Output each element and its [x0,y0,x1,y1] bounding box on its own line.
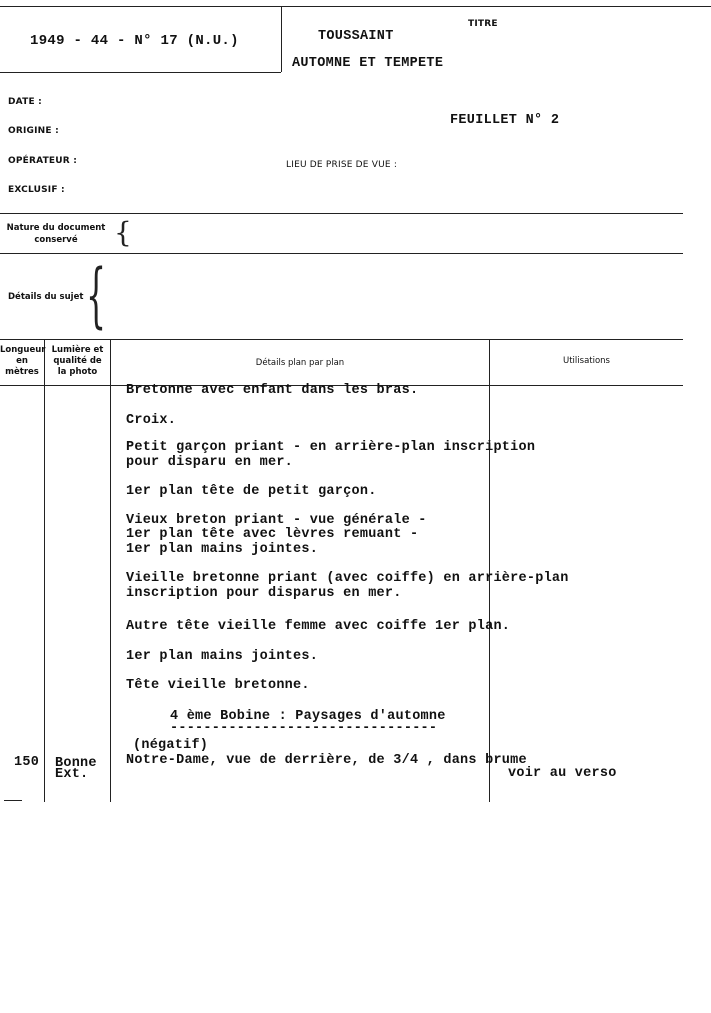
verso-note: voir au verso [508,766,617,781]
quality-value-1: Bonne [55,756,97,771]
bottom-tick [4,800,22,801]
header-longueur-2: en [16,356,28,366]
shot-line: Vieille bretonne priant (avec coiffe) en arrière-plan [126,571,569,586]
col-divider-2 [110,340,111,802]
nature-label-line-2: conservé [34,235,78,245]
last-detail-line: Notre-Dame, vue de derrière, de 3/4 , dans brume [126,753,527,768]
titre-label: TITRE [468,19,498,29]
quality-value-2: Ext. [55,767,89,782]
shot-line: Croix. [126,413,177,428]
title-line-1: TOUSSAINT [318,29,394,44]
section-line-3 [0,339,683,340]
header-lumiere-2: qualité de [53,356,102,366]
shot-line: 1er plan mains jointes. [126,542,319,557]
nature-label [6,222,106,246]
section-line-1 [0,213,683,214]
shot-line: Petit garçon priant - en arrière-plan inscription [126,440,536,455]
bobine-underline: -------------------------------- [170,721,438,736]
shot-line: inscription pour disparus en mer. [126,586,402,601]
shot-line: 1er plan tête de petit garçon. [126,484,377,499]
top-border [0,6,711,7]
nature-brace: { [114,216,132,249]
ref-box-bottom [0,72,281,73]
feuillet-number: FEUILLET N° 2 [450,113,560,128]
header-lumiere-1: Lumière et [51,345,104,355]
header-lumiere [45,345,110,378]
header-longueur-3: mètres [5,367,39,377]
title-line-2: AUTOMNE ET TEMPETE [292,56,444,71]
nature-label-line-1: Nature du document [6,223,106,233]
header-lumiere-3: la photo [57,367,98,377]
reference-number: 1949 - 44 - N° 17 (N.U.) [30,33,239,49]
details-sujet-label: Détails du sujet [8,292,84,302]
col-divider-1 [44,340,45,802]
header-details: Détails plan par plan [255,358,345,368]
shot-line: 1er plan tête avec lèvres remuant - [126,527,419,542]
shot-line: Bretonne avec enfant dans les bras. [126,383,419,398]
exclusif-label: EXCLUSIF : [8,185,65,195]
header-longueur-1: Longueur [0,345,46,355]
operateur-label: OPÉRATEUR : [8,156,78,166]
negatif-note: (négatif) [133,738,209,753]
bobine-title: 4 ème Bobine : Paysages d'automne [170,709,446,724]
shot-line: Autre tête vieille femme avec coiffe 1er plan. [126,619,511,634]
header-divider [281,6,282,72]
shot-line: 1er plan mains jointes. [126,649,319,664]
shot-line: pour disparu en mer. [126,455,294,470]
length-value: 150 [14,755,40,770]
origine-label: ORIGINE : [8,126,59,136]
lieu-label: LIEU DE PRISE DE VUE : [286,160,398,170]
header-utilisations: Utilisations [563,356,610,366]
shot-line: Vieux breton priant - vue générale - [126,513,427,528]
header-longueur [0,345,44,378]
details-brace: { [86,254,107,336]
shot-line: Tête vieille bretonne. [126,678,310,693]
date-label: DATE : [8,97,42,107]
